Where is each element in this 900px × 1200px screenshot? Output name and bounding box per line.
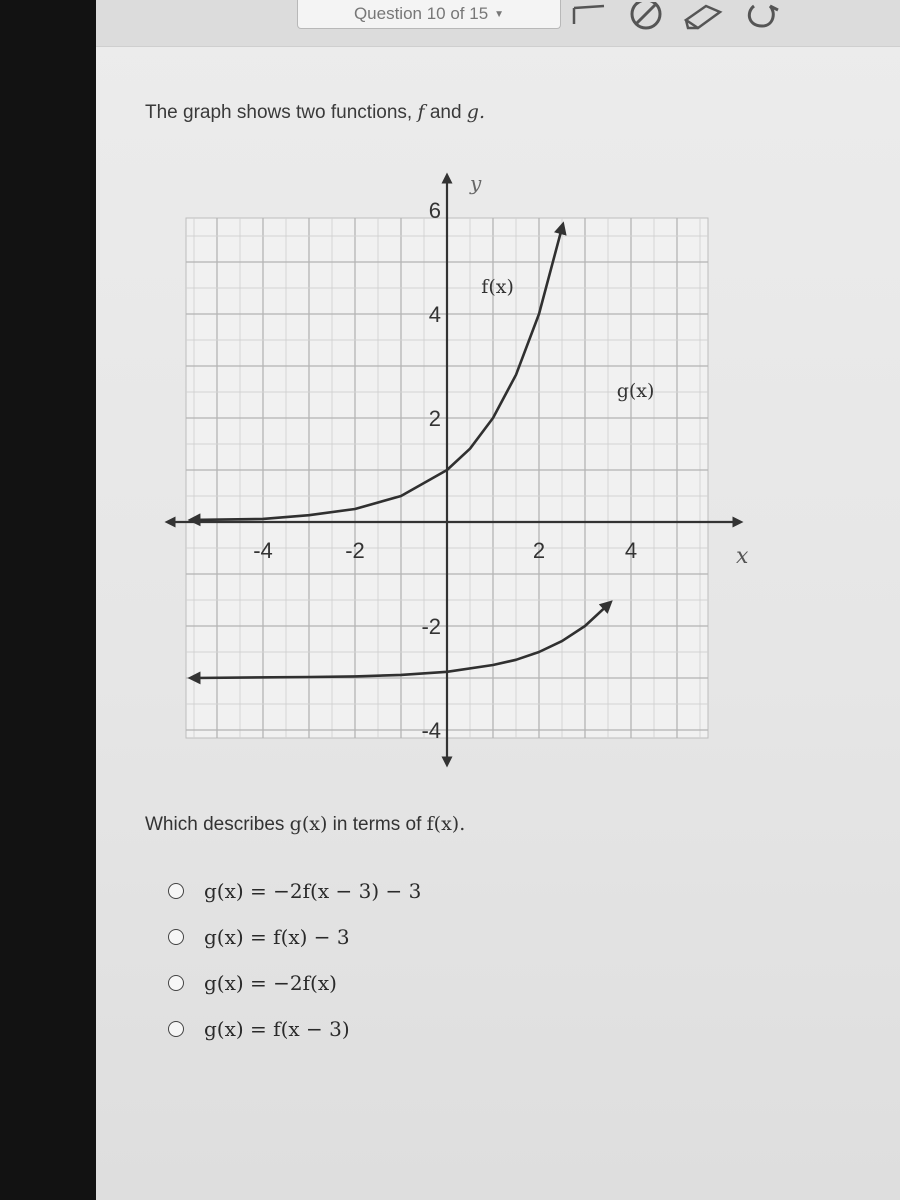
answer-choice[interactable]	[168, 1006, 421, 1052]
radio-button[interactable]	[168, 975, 184, 991]
y-tick-label: -2	[421, 614, 441, 639]
y-tick-label: 2	[428, 406, 441, 431]
x-tick-label: 2	[532, 538, 546, 563]
answer-choice[interactable]	[168, 914, 421, 960]
x-tick-label: -4	[253, 538, 273, 563]
prompt-g: g.	[466, 101, 485, 123]
choice-label: g(x) = f(x) − 3	[204, 925, 350, 949]
question-selector-label: Question 10 of 15	[353, 4, 489, 23]
y-axis-label: y	[470, 171, 482, 195]
question-text	[145, 813, 465, 836]
answer-choices	[168, 868, 421, 1052]
question-lead: Which describes	[145, 814, 285, 835]
choice-label: g(x) = f(x − 3)	[204, 1017, 350, 1041]
series-label: g(x)	[616, 380, 655, 403]
radio-button[interactable]	[168, 929, 184, 945]
x-axis-label: x	[736, 544, 749, 569]
answer-choice[interactable]	[168, 960, 421, 1006]
prompt-and: and	[429, 102, 462, 123]
y-tick-label: 6	[428, 198, 441, 223]
question-g: g(x)	[289, 813, 328, 835]
radio-button[interactable]	[168, 883, 184, 899]
question-mid: in terms of	[332, 814, 422, 835]
choice-label: g(x) = −2f(x − 3) − 3	[204, 879, 422, 903]
y-tick-label: 4	[428, 302, 441, 327]
radio-button[interactable]	[168, 1021, 184, 1037]
answer-choice[interactable]	[168, 868, 421, 914]
prompt-lead: The graph shows two functions,	[145, 102, 413, 123]
x-tick-label: -2	[345, 538, 365, 563]
chevron-down-icon: ▼	[494, 8, 505, 20]
question-f: f(x).	[426, 813, 466, 835]
choice-label: g(x) = −2f(x)	[204, 971, 337, 995]
series-label: f(x)	[481, 276, 514, 299]
prompt-f: f	[417, 101, 425, 123]
x-tick-label: 4	[624, 538, 638, 563]
y-tick-label: -4	[421, 718, 441, 743]
